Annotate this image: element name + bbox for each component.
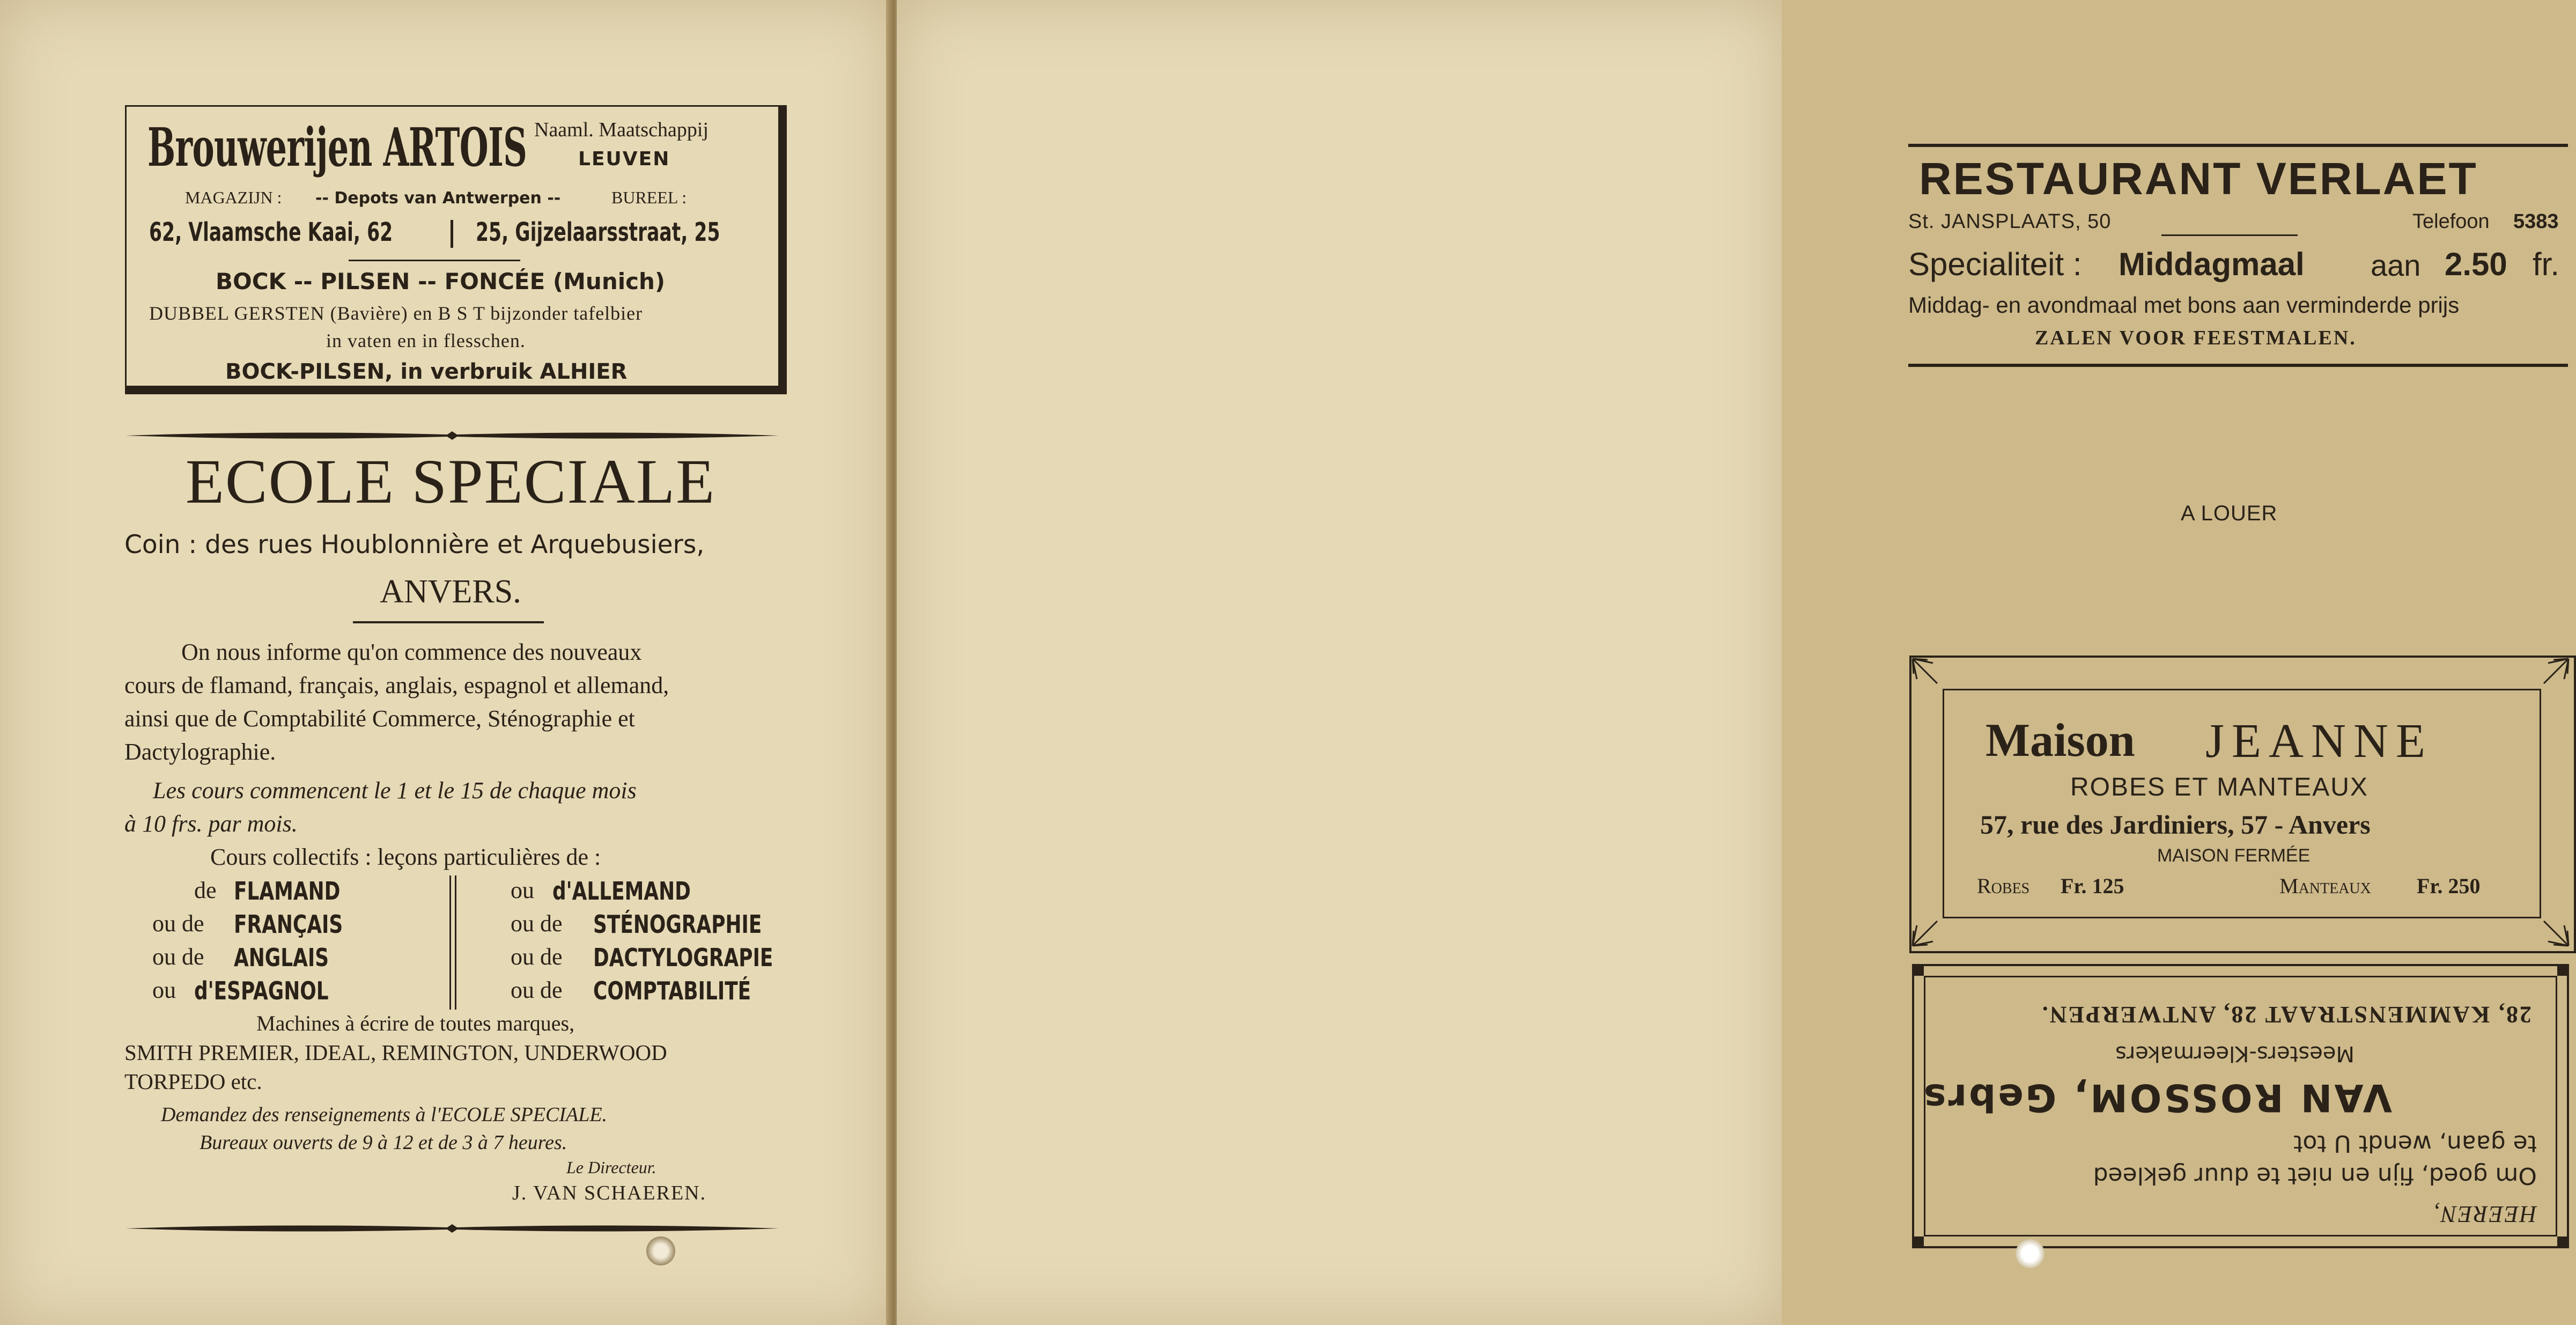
rossom-corner-tl [2557,1236,2567,1246]
course-left-1-lang: FRANÇAIS [234,910,343,939]
verlaet-meals-line: Middag- en avondmaal met bons aan verminderde prijs [1908,292,2460,318]
ecole-para-line2: cours de flamand, français, anglais, espagnol et allemand, [124,672,669,698]
verlaet-phone-label: Telefoon [2412,210,2490,233]
a-louer: A LOUER [2181,502,2278,525]
binding-hole-left [646,1236,675,1265]
ecole-request-line2: Bureaux ouverts de 9 à 12 et de 3 à 7 heures. [200,1131,567,1154]
jeanne-corner-ornament-tl [1911,658,1938,684]
artois-bottom-line: BOCK-PILSEN, in verbruik ALHIER [225,359,628,384]
artois-short-rule [349,260,520,261]
jeanne-status: MAISON FERMÉE [2157,845,2311,866]
ecole-title: ECOLE SPECIALE [185,446,716,517]
verlaet-address: St. JANSPLAATS, 50 [1908,210,2112,233]
artois-brand: Brouwerijen ARTOIS [147,117,527,179]
rossom-frame-top [1924,1235,2557,1236]
jeanne-robes-price: Fr. 125 [2061,874,2124,898]
rossom-greeting: HEEREN, [2433,1201,2537,1227]
artois-desc-line1: DUBBEL GERSTEN (Bavière) en B S T bijzonder tafelbier [149,303,643,324]
rossom-frame-left [2556,976,2557,1236]
artois-magazijn: MAGAZIJN : [185,188,282,207]
ecole-director-title: Le Directeur. [566,1158,656,1177]
rossom-corner-bl [2557,966,2567,976]
course-right-0-prefix: ou [511,877,534,903]
course-right-2-prefix: ou de [511,944,563,970]
rossom-line1: te gaan, wendt U tot [2293,1130,2537,1157]
course-left-2-prefix: ou de [152,944,204,970]
course-right-1-lang: STÉNOGRAPHIE [593,910,762,939]
ecole-bottom-ornament [126,1223,779,1234]
course-right-1-prefix: ou de [511,910,563,937]
course-right-3-lang: COMPTABILITÉ [593,976,751,1005]
artois-address-left: 62, Vlaamsche Kaai, 62 [149,217,393,247]
artois-desc-line2: in vaten en in flesschen. [326,330,526,351]
jeanne-manteaux-label: Manteaux [2279,874,2371,898]
artois-address-divider [451,220,453,248]
verlaet-specialty-price: 2.50 [2445,246,2507,282]
verlaet-top-rule [1908,144,2568,147]
jeanne-corner-ornament-bl [1911,920,1938,947]
course-left-3-lang: d'ESPAGNOL [194,976,329,1005]
ecole-subtitle: Coin : des rues Houblonnière et Arquebusiers, [124,530,705,560]
right-page [897,0,2560,1325]
rossom-corner-tr [1914,1236,1924,1246]
rossom-outer-right [1912,964,1914,1248]
verlaet-phone-number: 5383 [2513,210,2559,233]
artois-bureel: BUREEL : [611,188,687,207]
ecole-request-line1: Demandez des renseignements à l'ECOLE SPECIALE. [161,1103,608,1126]
course-left-1-prefix: ou de [152,910,204,937]
course-left-0-prefix: de [194,877,217,903]
ecole-city-underline [353,621,544,623]
artois-beers: BOCK -- PILSEN -- FONCÉE (Munich) [216,268,666,295]
ecole-courses-header: Cours collectifs : leçons particulières de : [210,844,601,870]
rossom-outer-bottom [1912,964,2569,966]
rossom-frame-bottom [1924,976,2557,977]
jeanne-name-script: Maison [1985,715,2135,767]
artois-address-right: 25, Gijzelaarsstraat, 25 [476,217,720,247]
jeanne-subtitle: ROBES ET MANTEAUX [2070,773,2368,801]
rossom-outer-top [1912,1246,2569,1248]
verlaet-specialty-currency: fr. [2533,246,2560,282]
binding-hole-right [2016,1239,2044,1268]
jeanne-corner-ornament-br [2543,920,2570,947]
course-left-0-lang: FLAMAND [234,877,341,906]
verlaet-title: RESTAURANT VERLAET [1919,153,2478,204]
ecole-machines-line1: Machines à écrire de toutes marques, [256,1011,575,1035]
rossom-corner-br [1914,966,1924,976]
jeanne-robes-label: Robes [1977,874,2030,898]
courses-divider-b [455,875,456,1010]
left-page [0,0,890,1325]
ecole-italic-line1: Les cours commencent le 1 et le 15 de chaque mois [153,777,637,804]
jeanne-address: 57, rue des Jardiniers, 57 - Anvers [1980,809,2371,840]
ecole-director-name: J. VAN SCHAEREN. [512,1182,707,1204]
verlaet-halls-line: ZALEN VOOR FEESTMALEN. [2035,327,2357,349]
courses-divider-a [449,875,451,1010]
verlaet-bottom-rule [1908,364,2568,367]
ecole-city: ANVERS. [380,573,521,610]
jeanne-corner-ornament-tr [2543,658,2570,684]
ecole-machines-line2: SMITH PREMIER, IDEAL, REMINGTON, UNDERWOOD [124,1040,667,1065]
verlaet-specialty-item: Middagmaal [2119,246,2305,282]
course-right-0-lang: d'ALLEMAND [552,877,691,906]
rossom-outer-left [2567,964,2569,1248]
jeanne-name: JEANNE [2205,715,2433,768]
ecole-italic-line2: à 10 frs. par mois. [124,811,298,837]
course-left-3-prefix: ou [152,977,176,1003]
course-right-3-prefix: ou de [511,977,563,1003]
verlaet-address-rule [2161,234,2298,236]
verlaet-specialty-aan: aan [2371,248,2421,282]
rossom-ad-box [1912,964,2569,1248]
rossom-address: 28, KAMMENSTRAAT 28, ANTWERPEN. [2040,1002,2531,1028]
ecole-para-line1: On nous informe qu'on commence des nouveaux [181,639,642,665]
artois-depots: -- Depots van Antwerpen -- [315,189,561,208]
course-right-2-lang: DACTYLOGRAPIE [593,943,773,972]
verlaet-specialty-label: Specialiteit : [1908,246,2082,282]
rossom-name: VAN ROSSOM, Gebrs [1922,1076,2392,1120]
rossom-trade: Meesters-Kleermakers [2115,1041,2354,1066]
course-left-2-lang: ANGLAIS [234,943,329,972]
rossom-line2: Om goed, fijn en niet te duur gekleed [2093,1162,2537,1189]
artois-company-type: Naaml. Maatschappij [534,119,709,141]
ecole-machines-line3: TORPEDO etc. [124,1069,262,1094]
ecole-para-line4: Dactylographie. [124,739,276,765]
ecole-top-ornament [126,430,779,441]
artois-city: LEUVEN [578,148,670,170]
ecole-para-line3: ainsi que de Comptabilité Commerce, Sténographie et [124,705,635,732]
jeanne-manteaux-price: Fr. 250 [2417,874,2481,898]
